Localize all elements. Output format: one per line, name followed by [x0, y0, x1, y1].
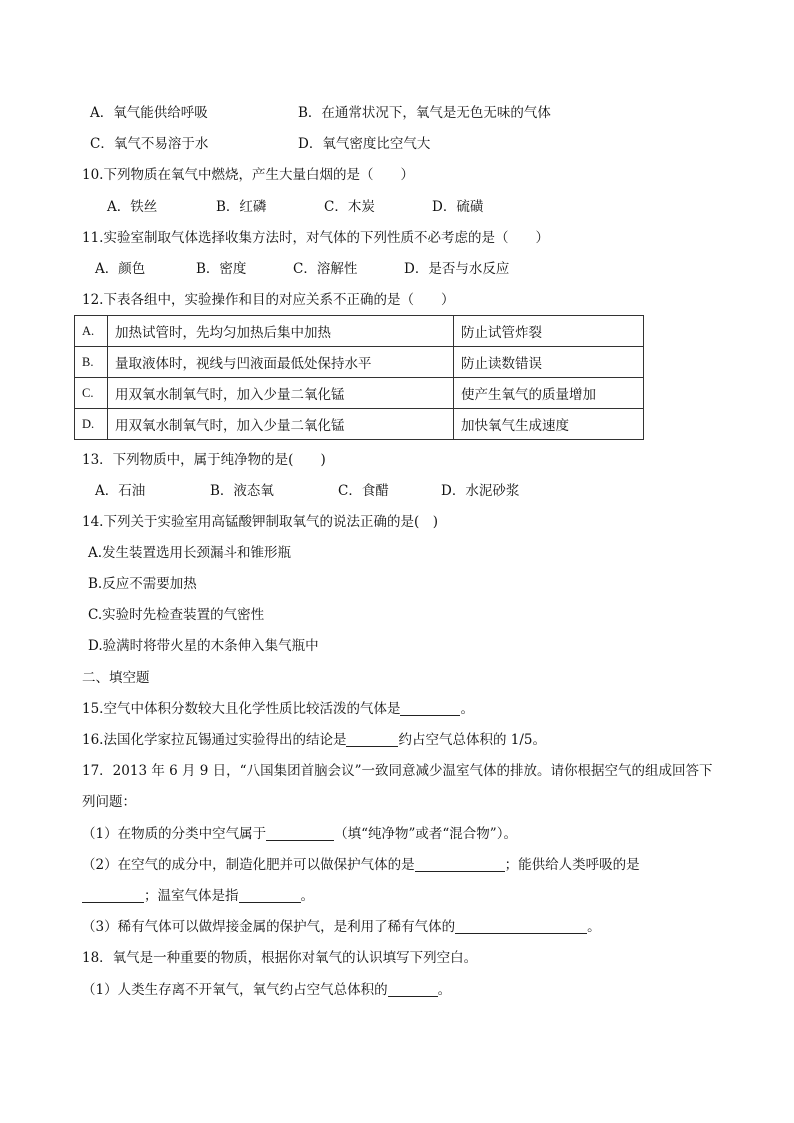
q16-text: 16.法国化学家拉瓦锡通过实验得出的结论是	[82, 732, 347, 748]
q10-option-a: A．铁丝	[107, 199, 158, 215]
q15-answer-blank[interactable]	[400, 701, 460, 716]
q9-option-d: D．氧气密度比空气大	[298, 136, 431, 152]
q17-part2-cont	[82, 887, 314, 905]
q12-row-purpose: 加快氧气生成速度	[454, 409, 644, 440]
q17-stem-line1: 17．2013 年 6 月 9 日，“八国集团首脑会议”一致同意减少温室气体的排放。请你根据空气的组成回答下	[82, 763, 713, 779]
q14-option-d: D.验满时将带火星的木条伸入集气瓶中	[88, 638, 319, 654]
table-row	[75, 347, 644, 378]
q17-part2-blank-b[interactable]	[82, 888, 144, 903]
q12-row-option: A.	[75, 316, 108, 347]
q17-part3-blank[interactable]	[455, 919, 587, 934]
q15-text: 15.空气中体积分数较大且化学性质比较活泼的气体是	[82, 701, 401, 717]
q12-row-option: C.	[75, 378, 108, 409]
q11-option-b: B．密度	[196, 261, 247, 277]
q13-option-c: C．食醋	[338, 483, 389, 499]
q17-part3-text-end: 。	[587, 919, 601, 935]
q12-stem: 12.下表各组中，实验操作和目的对应关系不正确的是（ ）	[82, 292, 455, 308]
q14-option-a: A.发生装置选用长颈漏斗和锥形瓶	[88, 545, 292, 561]
q17-part2	[82, 856, 640, 874]
q12-row-option: D.	[75, 409, 108, 440]
q17-part2-blank-c[interactable]	[239, 888, 301, 903]
q16-answer-blank[interactable]	[346, 732, 398, 747]
q13-option-d: D．水泥砂浆	[441, 483, 520, 499]
q11-option-c: C．溶解性	[293, 261, 358, 277]
q18-stem: 18．氧气是一种重要的物质，根据你对氧气的认识填写下列空白。	[82, 950, 478, 966]
q14-option-c: C.实验时先检查装置的气密性	[88, 607, 265, 623]
q11-option-a: A．颜色	[95, 261, 146, 277]
q12-row-operation: 用双氧水制氧气时，加入少量二氧化锰	[108, 409, 454, 440]
q12-row-purpose: 使产生氧气的质量增加	[454, 378, 644, 409]
q9-option-a: A．氧气能供给呼吸	[90, 105, 208, 121]
q17-part2-text-mid2: ；温室气体是指	[144, 888, 239, 904]
q14-option-b: B.反应不需要加热	[88, 576, 197, 592]
q18-part1-text: （1）人类生存离不开氧气，氧气约占空气总体积的	[82, 982, 388, 998]
q17-part2-text: （2）在空气的成分中，制造化肥并可以做保护气体的是	[82, 857, 415, 873]
q17-part1-text: （1）在物质的分类中空气属于	[82, 826, 267, 842]
q18-part1-text-end: 。	[437, 982, 452, 998]
q13-stem: 13．下列物质中，属于纯净物的是( )	[82, 452, 326, 468]
q18-part1	[82, 981, 451, 999]
q16-line	[82, 731, 546, 749]
q12-row-operation: 用双氧水制氧气时，加入少量二氧化锰	[108, 378, 454, 409]
q17-part1-text-end: （填“纯净物”或者“混合物”）。	[334, 826, 517, 842]
q11-option-d: D．是否与水反应	[404, 261, 510, 277]
q15-line	[82, 700, 474, 718]
q17-part2-text-mid: ；能供给人类呼吸的是	[504, 857, 640, 873]
section-heading: 二、填空题	[82, 670, 150, 686]
q10-option-d: D．硫磺	[432, 199, 484, 215]
q12-row-option: B.	[75, 347, 108, 378]
q13-option-b: B．液态氧	[210, 483, 274, 499]
q12-row-operation: 量取液体时，视线与凹液面最低处保持水平	[108, 347, 454, 378]
q12-row-purpose: 防止读数错误	[454, 347, 644, 378]
q18-part1-blank[interactable]	[388, 982, 438, 997]
q17-part1-blank[interactable]	[266, 826, 334, 841]
table-row	[75, 378, 644, 409]
q15-text-end: 。	[460, 701, 474, 717]
q12-table	[74, 315, 644, 440]
table-row	[75, 316, 644, 347]
q17-stem-line2: 列问题：	[82, 794, 136, 810]
q14-stem: 14.下列关于实验室用高锰酸钾制取氧气的说法正确的是( )	[82, 514, 439, 530]
q17-part1	[82, 825, 517, 843]
q16-text-end: 约占空气总体积的 1/5。	[398, 732, 547, 748]
q10-stem: 10.下列物质在氧气中燃烧，产生大量白烟的是（ ）	[82, 167, 414, 183]
q9-option-c: C．氧气不易溶于水	[90, 136, 209, 152]
q17-part3-text: （3）稀有气体可以做焊接金属的保护气，是利用了稀有气体的	[82, 919, 456, 935]
q17-part3	[82, 918, 601, 936]
q17-part2-blank-a[interactable]	[415, 857, 505, 872]
q11-stem: 11.实验室制取气体选择收集方法时，对气体的下列性质不必考虑的是（ ）	[82, 230, 549, 246]
q10-option-b: B．红磷	[216, 199, 267, 215]
q12-row-operation: 加热试管时，先均匀加热后集中加热	[108, 316, 454, 347]
table-row	[75, 409, 644, 440]
q10-option-c: C．木炭	[324, 199, 375, 215]
q9-option-b: B．在通常状况下，氧气是无色无味的气体	[298, 105, 551, 121]
q17-part2-text-end: 。	[300, 888, 314, 904]
q13-option-a: A．石油	[95, 483, 146, 499]
q12-row-purpose: 防止试管炸裂	[454, 316, 644, 347]
